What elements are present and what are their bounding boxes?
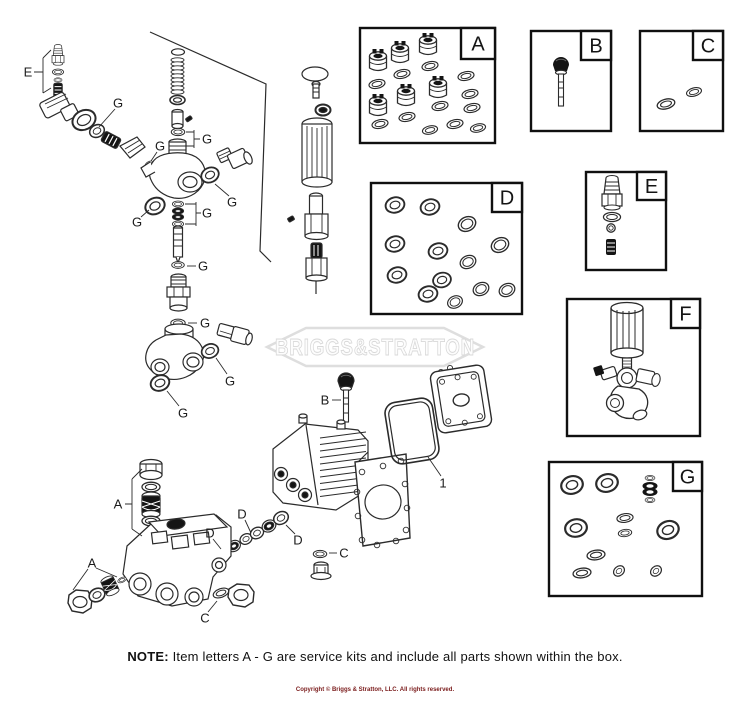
line-art xyxy=(34,32,493,613)
kit-box-contents xyxy=(368,33,702,579)
kit-D-part-seal xyxy=(419,197,441,217)
kit-box-E xyxy=(586,172,666,270)
inlet-elbow-cluster xyxy=(39,92,154,169)
part-label-G-3: G xyxy=(201,131,213,147)
kit-boxes xyxy=(360,28,723,596)
kit-G-part-or xyxy=(645,475,655,480)
kit-D-part-orb xyxy=(471,280,491,298)
kit-D-part-seal xyxy=(386,265,408,285)
cop: Copyright © Briggs & Stratton, LLC. All rights reserved. xyxy=(295,687,455,693)
kit-A-part-valve xyxy=(398,84,415,106)
kit-G-part-seal xyxy=(655,518,682,542)
part-label-E-0: E xyxy=(23,64,33,80)
kit-A-part-or xyxy=(398,111,416,123)
outlet-fitting-right xyxy=(199,148,254,186)
kit-D-part-seal xyxy=(384,195,406,215)
part-label-A-13: A xyxy=(113,496,123,512)
note-text xyxy=(0,649,750,664)
briggs-stratton-watermark xyxy=(267,328,483,366)
flange-gasket xyxy=(383,397,440,466)
part-label-G-6: G xyxy=(201,205,213,221)
kit-A-part-valve xyxy=(370,49,387,71)
kit-G-part-or xyxy=(586,549,605,561)
part-label-G-4: G xyxy=(226,194,238,210)
kit-G-part-or xyxy=(645,497,655,502)
kit-A-part-or xyxy=(457,70,475,82)
kit-box-letter-C: C xyxy=(700,35,716,58)
kit-G-part-seal xyxy=(559,474,585,497)
kit-D-part-orb xyxy=(497,281,517,299)
kit-A-part-valve xyxy=(392,41,409,63)
kit-B-part-dipstick xyxy=(553,57,569,106)
part-label-G-9: G xyxy=(224,373,236,389)
kit-A-part-or xyxy=(446,118,464,130)
kit-F-part-unloader xyxy=(593,303,661,422)
kit-A-part-valve xyxy=(370,94,387,116)
kit-D-part-seal xyxy=(417,284,439,304)
kit-G-part-or xyxy=(572,567,591,579)
part-label-C-18: C xyxy=(339,545,349,561)
kit-D-part-orb xyxy=(489,235,511,255)
kit-box-letter-E: E xyxy=(644,176,659,198)
unloader-spring-stack xyxy=(170,49,192,148)
kit-A-part-or xyxy=(371,118,389,130)
part-label-G-10: G xyxy=(177,405,189,421)
kit-D-part-seal xyxy=(427,241,449,261)
kit-box-letter-F: F xyxy=(679,303,692,326)
kit-A-part-or xyxy=(393,68,411,80)
kit-D-part-orb xyxy=(458,253,478,271)
part-label-G-5: G xyxy=(131,214,143,230)
outlet-tee-body xyxy=(146,323,254,393)
kit-box-C xyxy=(640,31,723,131)
kit-E-part-sprd xyxy=(606,239,616,255)
kit-G-part-or xyxy=(616,513,633,524)
kit-A-part-valve xyxy=(420,33,437,55)
note-body: Item letters A - G are service kits and include all parts shown within the box. xyxy=(172,649,623,664)
part-label-G-7: G xyxy=(197,258,209,274)
kit-A-part-or xyxy=(421,60,439,72)
outlet-valve-column xyxy=(143,195,190,327)
kit-E-part-plugfit xyxy=(602,176,622,211)
pump-manifold-assembly xyxy=(68,460,254,614)
pump-crankcase xyxy=(273,414,368,510)
drain-plug-right xyxy=(311,550,331,579)
kit-box-letter-B: B xyxy=(589,35,603,58)
pressure-knob-column xyxy=(287,67,332,294)
kit-G-part-seal xyxy=(648,564,663,579)
kit-A-part-valve xyxy=(430,76,447,98)
part-label-G-8: G xyxy=(199,315,211,331)
part-label-A-14: A xyxy=(87,555,97,571)
kit-G-part-ord xyxy=(643,488,658,496)
kit-G-part-seal xyxy=(564,517,589,538)
inlet-kit-parts xyxy=(52,45,64,97)
kit-D-part-orb xyxy=(446,293,465,310)
part-label-D-15: D xyxy=(205,525,215,541)
mounting-flange xyxy=(354,452,410,548)
oil-dipstick xyxy=(338,373,354,422)
kit-A-part-or xyxy=(422,124,439,135)
kit-box-letter-A: A xyxy=(471,33,485,56)
detail-boundary-line xyxy=(150,32,271,262)
note-label: NOTE: xyxy=(127,649,169,664)
part-label-G-1: G xyxy=(112,95,124,111)
kit-E-part-or xyxy=(603,212,620,221)
kit-D-part-orb xyxy=(456,214,478,234)
control-valve-body xyxy=(141,139,205,198)
kit-box-letter-D: D xyxy=(499,187,515,210)
part-label-C-19: C xyxy=(200,610,210,626)
kit-G-part-seal xyxy=(594,472,620,495)
kit-A-part-or xyxy=(431,100,449,112)
kit-box-B xyxy=(531,31,611,131)
kit-A-part-or xyxy=(470,122,487,133)
kit-G-part-seal xyxy=(611,564,626,579)
kit-G-part-or xyxy=(618,528,632,537)
pump-assembly xyxy=(273,364,493,579)
kit-A-part-or xyxy=(461,88,479,100)
watermark-text: BRIGGS&STRATTON xyxy=(275,334,475,360)
kit-C-part-or xyxy=(656,97,676,111)
kit-D-part-seal xyxy=(384,234,406,254)
bearing-cover-plate xyxy=(429,364,492,434)
kit-A-part-or xyxy=(463,102,481,114)
part-label-1-12: 1 xyxy=(439,475,447,491)
part-label-D-16: D xyxy=(237,506,247,522)
part-label-B-11: B xyxy=(320,392,330,408)
kit-A-part-or xyxy=(368,78,386,90)
kit-box-letter-G: G xyxy=(679,466,696,489)
part-label-D-17: D xyxy=(293,532,303,548)
part-label-G-2: G xyxy=(154,138,166,154)
kit-C-part-or xyxy=(686,86,703,98)
kit-E-part-ring xyxy=(607,224,615,232)
kit-D-part-seal xyxy=(431,271,452,290)
